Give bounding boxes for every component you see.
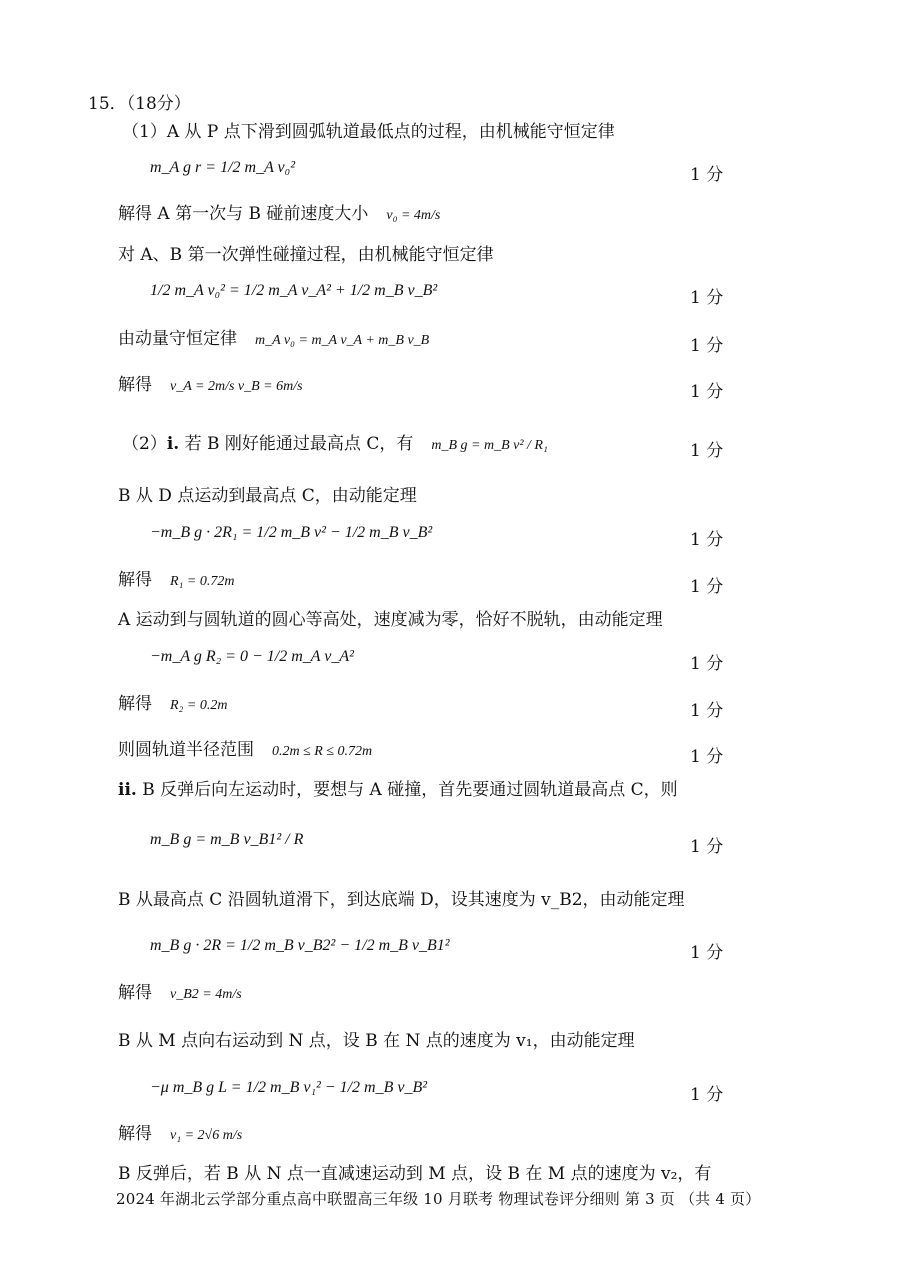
equation-18: m_B g · 2R = 1/2 m_B v_B2² − 1/2 m_B v_B1² xyxy=(150,937,450,954)
equation-1: m_A g r = 1/2 m_A v₀² xyxy=(150,159,296,176)
text-line-3: 对 A、B 第一次弹性碰撞过程，由机械能守恒定律 xyxy=(118,245,494,265)
text-line-19: 解得 v_B2 = 4m/s xyxy=(118,983,242,1003)
score-5: 1 分 xyxy=(690,336,724,356)
text-line-23: B 反弹后，若 B 从 N 点一直减速运动到 M 点，设 B 在 M 点的速度为 v₂，有 xyxy=(118,1164,712,1184)
score-16: 1 分 xyxy=(690,837,724,857)
equation-21: −μ m_B g L = 1/2 m_B v₁² − 1/2 m_B v_B² xyxy=(150,1079,428,1096)
equation-12: −m_A g R₂ = 0 − 1/2 m_A v_A² xyxy=(150,648,354,665)
text-line-13: 解得 R₂ = 0.2m xyxy=(118,694,228,714)
inline-equation-7: m_B g = m_B v² / R₁ xyxy=(431,438,548,453)
text-line-14: 则圆轨道半径范围 0.2m ≤ R ≤ 0.72m xyxy=(118,740,373,760)
inline-equation-6: v_A = 2m/s v_B = 6m/s xyxy=(170,379,303,394)
score-7: 1 分 xyxy=(690,441,724,461)
score-12: 1 分 xyxy=(690,654,724,674)
page-footer: 2024 年湖北云学部分重点高中联盟高三年级 10 月联考 物理试卷评分细则 第 3 页 （共 4 页） xyxy=(116,1190,761,1208)
question-header: 15．（18分） xyxy=(88,94,191,114)
inline-equation-19: v_B2 = 4m/s xyxy=(170,987,242,1002)
inline-equation-22: v₁ = 2√6 m/s xyxy=(170,1128,243,1143)
text-line-22: 解得 v₁ = 2√6 m/s xyxy=(118,1124,243,1144)
score-6: 1 分 xyxy=(690,382,724,402)
score-10: 1 分 xyxy=(690,577,724,597)
text-line-6: 解得 v_A = 2m/s v_B = 6m/s xyxy=(118,375,303,395)
equation-16: m_B g = m_B v_B1² / R xyxy=(150,831,304,848)
text-line-1: （1）A 从 P 点下滑到圆弧轨道最低点的过程，由机械能守恒定律 xyxy=(122,122,615,142)
score-4: 1 分 xyxy=(690,288,724,308)
inline-equation-10: R₁ = 0.72m xyxy=(170,574,235,589)
equation-9: −m_B g · 2R₁ = 1/2 m_B v² − 1/2 m_B v_B² xyxy=(150,524,433,541)
text-line-20: B 从 M 点向右运动到 N 点，设 B 在 N 点的速度为 v₁，由动能定理 xyxy=(118,1031,635,1051)
inline-equation-13: R₂ = 0.2m xyxy=(170,698,228,713)
score-13: 1 分 xyxy=(690,701,724,721)
text-line-8: B 从 D 点运动到最高点 C，由动能定理 xyxy=(118,486,417,506)
text-line-7: （2）i. 若 B 刚好能通过最高点 C，有 m_B g = m_B v² / R₁ xyxy=(122,434,548,454)
score-21: 1 分 xyxy=(690,1085,724,1105)
inline-equation-5: m_A v₀ = m_A v_A + m_B v_B xyxy=(255,333,430,348)
score-18: 1 分 xyxy=(690,943,724,963)
text-line-17: B 从最高点 C 沿圆轨道滑下，到达底端 D，设其速度为 v_B2，由动能定理 xyxy=(118,890,685,910)
inline-equation-14: 0.2m ≤ R ≤ 0.72m xyxy=(272,744,373,759)
text-line-2: 解得 A 第一次与 B 碰前速度大小 v₀ = 4m/s xyxy=(118,204,441,224)
text-line-5: 由动量守恒定律 m_A v₀ = m_A v_A + m_B v_B xyxy=(118,329,430,349)
text-line-11: A 运动到与圆轨道的圆心等高处，速度减为零，恰好不脱轨，由动能定理 xyxy=(118,610,663,630)
inline-equation-2: v₀ = 4m/s xyxy=(386,208,441,223)
equation-4: 1/2 m_A v₀² = 1/2 m_A v_A² + 1/2 m_B v_B² xyxy=(150,282,438,299)
score-1: 1 分 xyxy=(690,165,724,185)
score-14: 1 分 xyxy=(690,747,724,767)
text-line-15: ii. B 反弹后向左运动时，要想与 A 碰撞，首先要通过圆轨道最高点 C，则 xyxy=(118,780,678,800)
score-9: 1 分 xyxy=(690,530,724,550)
text-line-10: 解得 R₁ = 0.72m xyxy=(118,570,235,590)
